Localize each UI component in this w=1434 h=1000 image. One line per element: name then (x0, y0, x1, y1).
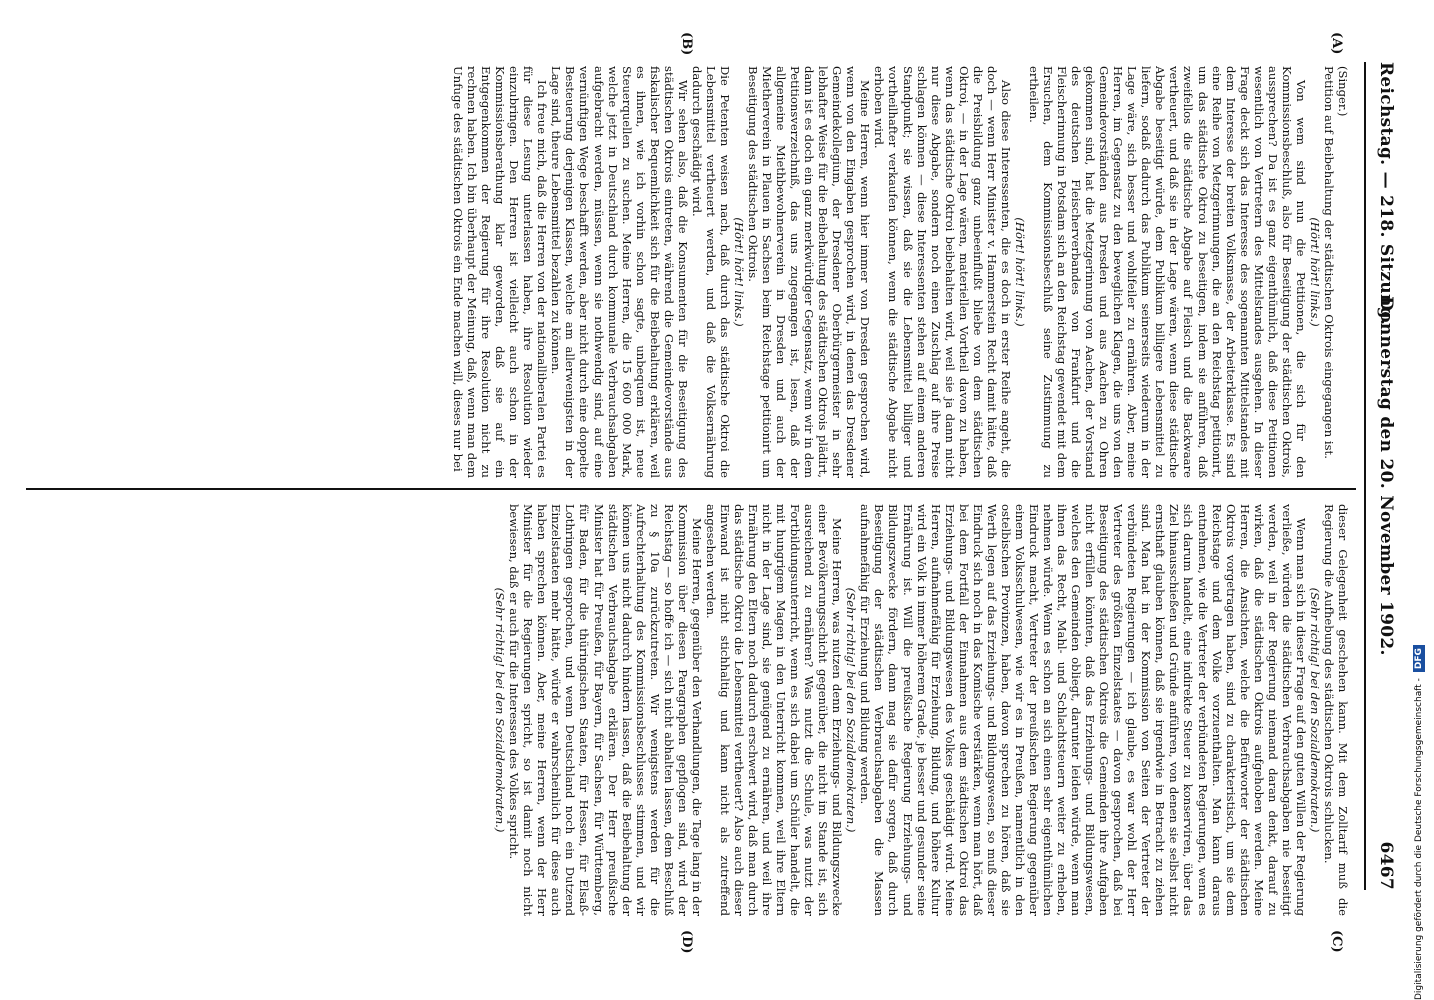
paragraph: Wir sehen also, daß die Konsumenten für die Beseitigung des städtischen Oktrois eintreten, während die Gemeindevorstände aus fiskalischer Bequemlichkeit sich für die Beibehaltung erklären, weil es ihnen, wie ich vorhin schon sagte, unbequem ist, neue Steuerquellen zu suchen. Meine Herren, die 15 600 000 Mark, welche jetzt in Deutschland durch kommunale Verbrauchsabgaben aufgebracht werden, müssen, wenn sie nothwendig sind, auf eine vernünftigen Wege beschafft werden, aber nicht durch eine doppelte Besteuerung derjenigen Klassen, welche am allerwenigsten in der Lage sind, theure Lebensmittel bezahlen zu können. (549, 66, 690, 478)
paragraph: Von wem sind nun die Petitionen, die sich für den Kommissionsbeschluß, also für Beseitigung der städtischen Oktrois, aussprechen? Da ist es ganz eigenthümlich, daß diese Petitionen wesentlich von Vertretern des Mittelstandes ausgehen. In dieser Frage deckt sich das Interesse des sogenannten Mittelstandes mit dem Interesse der breiten Volksmasse, der Arbeiterklasse. Es sind eine Reihe von Metzgerinnungen, die an den Reichstag petitionirt, um das städtische Oktroi zu beseitigen, indem sie anführen, daß zweifellos die städtische Abgabe auf Fleisch und die Backwaare vertheuert, und daß sie in der Lage wären, wenn diese städtische Abgabe beseitigt würde, dem Publikum billigere Lebensmittel zu liefern, sodaß dadurch das Publikum seinerseits wiederum in der Lage wäre, sich besser und wohlfeiler zu ernähren. Aber, meine Herren, im Gegensatz zu den beweglichen Klagen, die uns von den Gemeindevorständen aus Dresden und aus Aachen zu Ohren gekommen sind, hat die Metzgerinnung von Aachen, der Vorstand des deutschen Fleischerverbandes von Frankfurt und die Fleischerinnung in Potsdam sich an den Reichstag gewendet mit dem Ersuchen, dem Kommissionsbeschluß seine Zustimmung zu ertheilen. (1026, 66, 1308, 478)
page-number: 6467 (1376, 841, 1396, 890)
paragraph: Meine Herren, wenn hier immer von Dresden gesprochen wird, wenn von den Eingaben gesprochen wird, in denen das Dresdener Gemeindekollegium, der Dresdener Oberbürgermeister in sehr lebhafter Weise für die Beibehaltung des städtischen Oktrois plädirt, dann ist es doch ein ganz merkwürdiger Gegensatz, wenn wir in dem Petitionsverzeichniß, das uns zugegangen ist, lesen, daß der allgemeine Miethbewohnerverein in Dresden und auch der Mietherverein in Plauen in Sachsen beim Reichstage petitionirt um Beseitigung des städtischen Oktrois. (746, 66, 873, 478)
dfg-logo: DFG (1413, 645, 1425, 672)
left-column (30, 66, 1350, 478)
margin-letter-d: (D) (679, 930, 694, 954)
margin-letter-b: (B) (679, 32, 694, 56)
digitization-credit (1411, 0, 1427, 1000)
credit-text: Digitalisierung gefördert durch die Deutsche Forschungsgemeinschaft - (1414, 678, 1424, 1000)
paragraph: (Hört! hört! links.) (1307, 217, 1322, 327)
margin-letter-c: (C) (1329, 930, 1344, 953)
paragraph: (Hört! hört! links.) (731, 217, 746, 327)
right-column (30, 504, 1350, 916)
page-header (1368, 62, 1396, 890)
paragraph: Die Petenten weisen nach, daß durch das städtische Oktroi die Lebensmittel vertheuert werden, und daß die Volksernährung dadurch geschädigt wird. (689, 66, 732, 478)
paragraph: Ich freue mich, daß die Herren von der nationalliberalen Partei es für diese Lesung unterlassen haben, ihre Resolution wieder einzubringen. Den Herren ist vielleicht auch schon in der Kommissionsberathung klar geworden, daß sie auf ein Entgegenkommen der Regierung für ihre Resolution nicht zu rechnen haben. Ich bin überhaupt der Meinung, daß, wenn man dem Unfuge des städtischen Oktrois ein Ende machen will, dieses nur bei (451, 66, 550, 478)
paragraph: (Sehr richtig! bei den Sozialdemokraten.) (844, 587, 859, 833)
paragraph: (Singer.) (1336, 66, 1350, 117)
paragraph: Wenn man sich in dieser Frage auf den guten Willen der Regierung verließe, würden die städtischen Verbrauchsabgaben nie beseitigt werden, weil in der Regierung niemand daran denkt, darauf zu wirken, daß die städtischen Oktrois aufgehoben werden. Meine Herren, die Ansichten, welche die Befürworter der städtischen Oktrois vorgetragen haben, sind zu charakteristisch, um sie dem Reichstage und dem Volke vorzuenthalten. Man kann daraus entnehmen, wie die Vertreter der verbündeten Regierungen, wenn es sich darum handelt, eine indirekte Steuer zu konserviren, über das Ziel hinausschießen und Gründe anführen, von denen sie selbst nicht ernsthaft glauben können, daß sie irgendwie in Betracht zu ziehen sind. Man hat in der Kommission von Seiten der Vertreter der verbündeten Regierungen — ich glaube, es war wohl der Herr Vertreter des größten Einzelstaates — davon gesprochen, daß bei Beseitigung des städtischen Oktrois die Gemeinden ihre Aufgaben nicht erfüllen könnten, daß das Erziehungs- und Bildungswesen, welches den Gemeinden obliegt, darunter leiden würde, wenn man ihnen das Recht, Mahl- und Schlachtsteuern weiter zu erheben, nehmen würde. Wenn es schon an sich einen sehr eigenthümlichen Eindruck macht, Vertreter der preußischen Regierung gegenüber einem Volksschulwesen, wie wir es in Preußen, namentlich in den ostelbischen Provinzen, haben, davon sprechen zu hören, daß sie Werth legen auf das Erziehungs- und Bildungswesen, so muß dieser Eindruck sich noch in das Komische verstärken, wenn man hört, daß bei dem Fortfall der Einnahmen aus dem städtischen Oktroi das Erziehungs- und Bildungswesen des Volkes geschädigt wird. Meine Herren, aufnahmefähig für Erziehung, Bildung, und höhere Kultur wird ein Volk in immer höherem Grade, je besser und gesunder seine Ernährung ist. Will die preußische Regierung Erziehungs- und Bildungszwecke fördern, dann mag sie dafür sorgen, daß durch Beseitigung der städtischen Verbrauchsabgaben die Massen aufnahmefähig für Erziehung und Bildung werden. (858, 504, 1308, 916)
paragraph: Meine Herren, gegenüber den Verhandlungen, die Tage lang in der Kommission über diesen Paragraphen gepflogen sind, wird der Reichstag — so hoffe ich — sich nicht abhalten lassen, dem Beschluß zu § 10a zurückzutreten. Wir wenigstens werden für die Aufrechterhaltung des Kommissionsbeschlusses stimmen, und wir können uns nicht dadurch hindern lassen, daß die Beibehaltung der städtischen Verbrauchsabgabe erklären. Der Herr preußische Minister hat für Preußen, für Bayern, für Sachsen, für Württemberg, für Baden, für die thüringischen Staaten, für Hessen, für Elsaß-Lothringen gesprochen, und wenn Deutschland noch ein Dutzend Einzelstaaten mehr hätte, würde er wahrscheinlich für diese auch haben sprechen können. Aber, meine Herren, wenn der Herr Minister für die Regierungen spricht, so ist damit noch nicht bewiesen, daß er auch für die Interessen des Volkes spricht. (507, 504, 704, 916)
header-left: Reichstag. — 218. Sitzung. (1376, 62, 1396, 326)
margin-letter-a: (A) (1329, 32, 1344, 55)
paragraph: (Hört! hört! links.) (1012, 217, 1027, 327)
header-rule (1364, 62, 1366, 890)
paragraph: (Sehr richtig! bei den Sozialdemokraten.) (493, 587, 508, 833)
header-center: Donnerstag den 20. November 1902. (1376, 296, 1396, 656)
paragraph: Petition auf Beibehaltung der städtischen Oktrois eingegangen ist. (1321, 66, 1336, 459)
column-divider (26, 488, 1356, 490)
paragraph: (Sehr richtig! bei den Sozialdemokraten.) (1307, 587, 1322, 833)
paragraph: Also diese Interessenten, die es doch in erster Reihe angeht, die doch — wenn Herr Minister v. Hammerstein Recht damit hätte, daß die Preisbildung ganz unbeeinflußt bliebe von dem städtischen Oktroi, — in der Lage wären, materiellen Vortheil davon zu haben, wenn das städtische Oktroi beibehalten wird, weil sie ja dann nicht nur diese Abgabe, sondern noch einen Zuschlag auf ihre Preise schlagen können — diese Interessenten stehen auf einem anderen Standpunkt; sie wissen, daß sie die Lebensmittel billiger und vortheilhafter verkaufen können, wenn die städtische Abgabe nicht erhoben wird. (872, 66, 1013, 478)
paragraph: Meine Herren, was nutzen denn Erziehungs- und Bildungszwecke einer Bevölkerungsschicht gegenüber, die nicht im Stande ist, sich ausreichend zu ernähren? Was nutzt die Schule, was nutzt der Fortbildungsunterricht, wenn es sich dabei um Schüler handelt, die mit hungrigem Magen in den Unterricht kommen, weil ihre Eltern nicht in der Lage sind, sie genügend zu ernähren, und weil ihre Ernährung den Eltern noch dadurch erschwert wird, daß man durch das städtische Oktroi die Lebensmittel vertheuert? Also auch dieser Einwand ist nicht stichhaltig und kann nicht als zutreffend angesehen werden. (703, 504, 845, 916)
paragraph: dieser Gelegenheit geschehen kann. Mit dem Zolltarif muß die Regierung die Aufhebung des städtischen Oktrois schlucken. (1321, 504, 1350, 916)
